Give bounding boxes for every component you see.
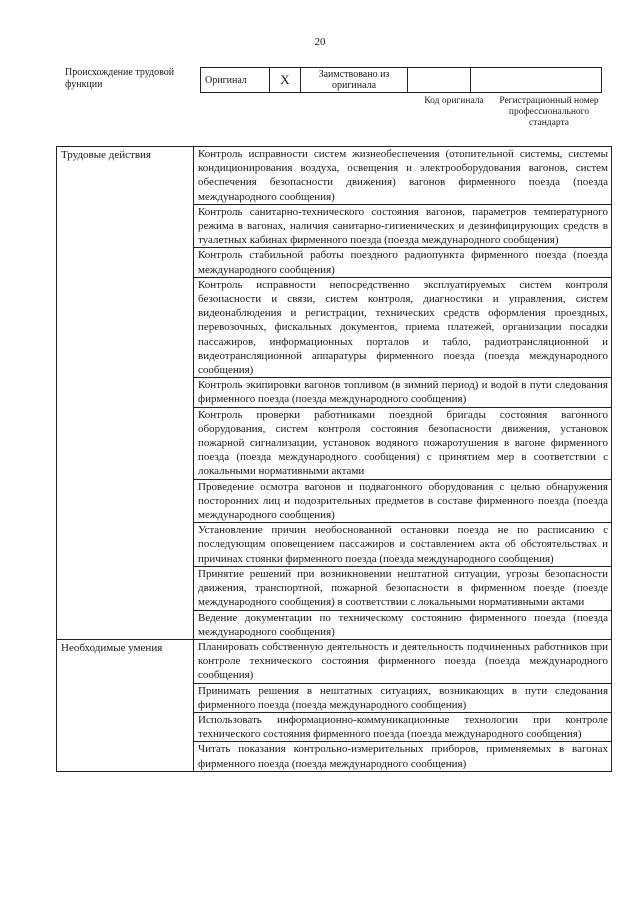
table-cell: Контроль исправности непосредственно эксплуатируемых систем контроля безопасности и связи, систем контроля, диагностики и управления, систем видеонаблюдения и регистрации, технических средств оформления проездных, перевозочных, фискальных документов, приема платежей, организации посадки пассажиров, информационных порталов и табло, радиотрансляционной и видеотрансляционной аппаратуры фирменного поезда (поезда международного сообщения) [194,277,612,377]
origin-table [200,67,602,93]
table-row [57,147,612,205]
table-cell: Использовать информационно-коммуникационные технологии при контроле технического состояния фирменного поезда (поезда международного сообщения) [194,712,612,741]
table-cell: Ведение документации по техническому состоянию фирменного поезда (поезда международного сообщения) [194,610,612,639]
original-cell: Оригинал [201,68,270,93]
table-cell: Контроль исправности систем жизнеобеспечения (отопительной системы, системы кондиционирования воздуха, освещения и электрооборудования вагонов, систем обеспечения безопасности движения) вагонов фирменного поезда (поезда международного сообщения) [194,147,612,205]
code-caption: Код оригинала [424,96,484,106]
borrowed-cell: Заимствовано из оригинала [301,68,408,93]
reg-number-caption: Регистрационный номер профессионального стандарта [499,96,599,128]
table-cell: Планировать собственную деятельность и деятельность подчиненных работников при контроле технического состояния фирменного поезда (поезда международного сообщения) [194,639,612,683]
table-row [57,639,612,683]
functions-table [56,146,612,772]
table-cell: Принятие решений при возникновении нештатной ситуации, угрозы безопасности движения, транспортной, пожарной безопасности в фирменном поезде (поезде международного сообщения) в соответствии с локальными нормативными актами [194,566,612,610]
code-cell [408,68,471,93]
table-cell: Контроль стабильной работы поездного радиопункта фирменного поезда (поезда международного сообщения) [194,248,612,277]
section-label: Необходимые умения [57,639,194,771]
table-cell: Контроль экипировки вагонов топливом (в зимний период) и водой в пути следования фирменного поезда (поезда международного сообщения) [194,378,612,407]
origin-label: Происхождение трудовой функции [65,67,175,90]
table-cell: Контроль проверки работниками поездной бригады состояния вагонного оборудования, систем контроля состояния безопасности движения, установок пожарной сигнализации, установок водяного пожаротушения в вагоне фирменного поезда (поезда международного сообщения) с принятием мер в соответствии с локальными нормативными актами [194,407,612,479]
table-cell: Установление причин необоснованной остановки поезда не по расписанию с последующим оповещением пассажиров и составлением акта об обстоятельствах и причинах стоянки фирменного поезда (поезда международного сообщения) [194,523,612,567]
section-label: Трудовые действия [57,147,194,640]
table-cell: Контроль санитарно-технического состояния вагонов, параметров температурного режима в вагонах, наличия санитарно-гигиенических и дезинфицирующих средств в туалетных кабинах фирменного поезда (поезда международного сообщения) [194,204,612,248]
reg-number-cell [471,68,602,93]
original-mark: X [270,68,301,93]
page-number: 20 [314,36,326,48]
table-cell: Читать показания контрольно-измерительных приборов, применяемых в вагонах фирменного поезда (поезда международного сообщения) [194,742,612,771]
table-cell: Принимать решения в нештатных ситуациях, возникающих в пути следования фирменного поезда (поезда международного сообщения) [194,683,612,712]
table-cell: Проведение осмотра вагонов и подвагонного оборудования с целью обнаружения посторонних лиц и подозрительных предметов в составе фирменного поезда (поезда международного сообщения) [194,479,612,523]
